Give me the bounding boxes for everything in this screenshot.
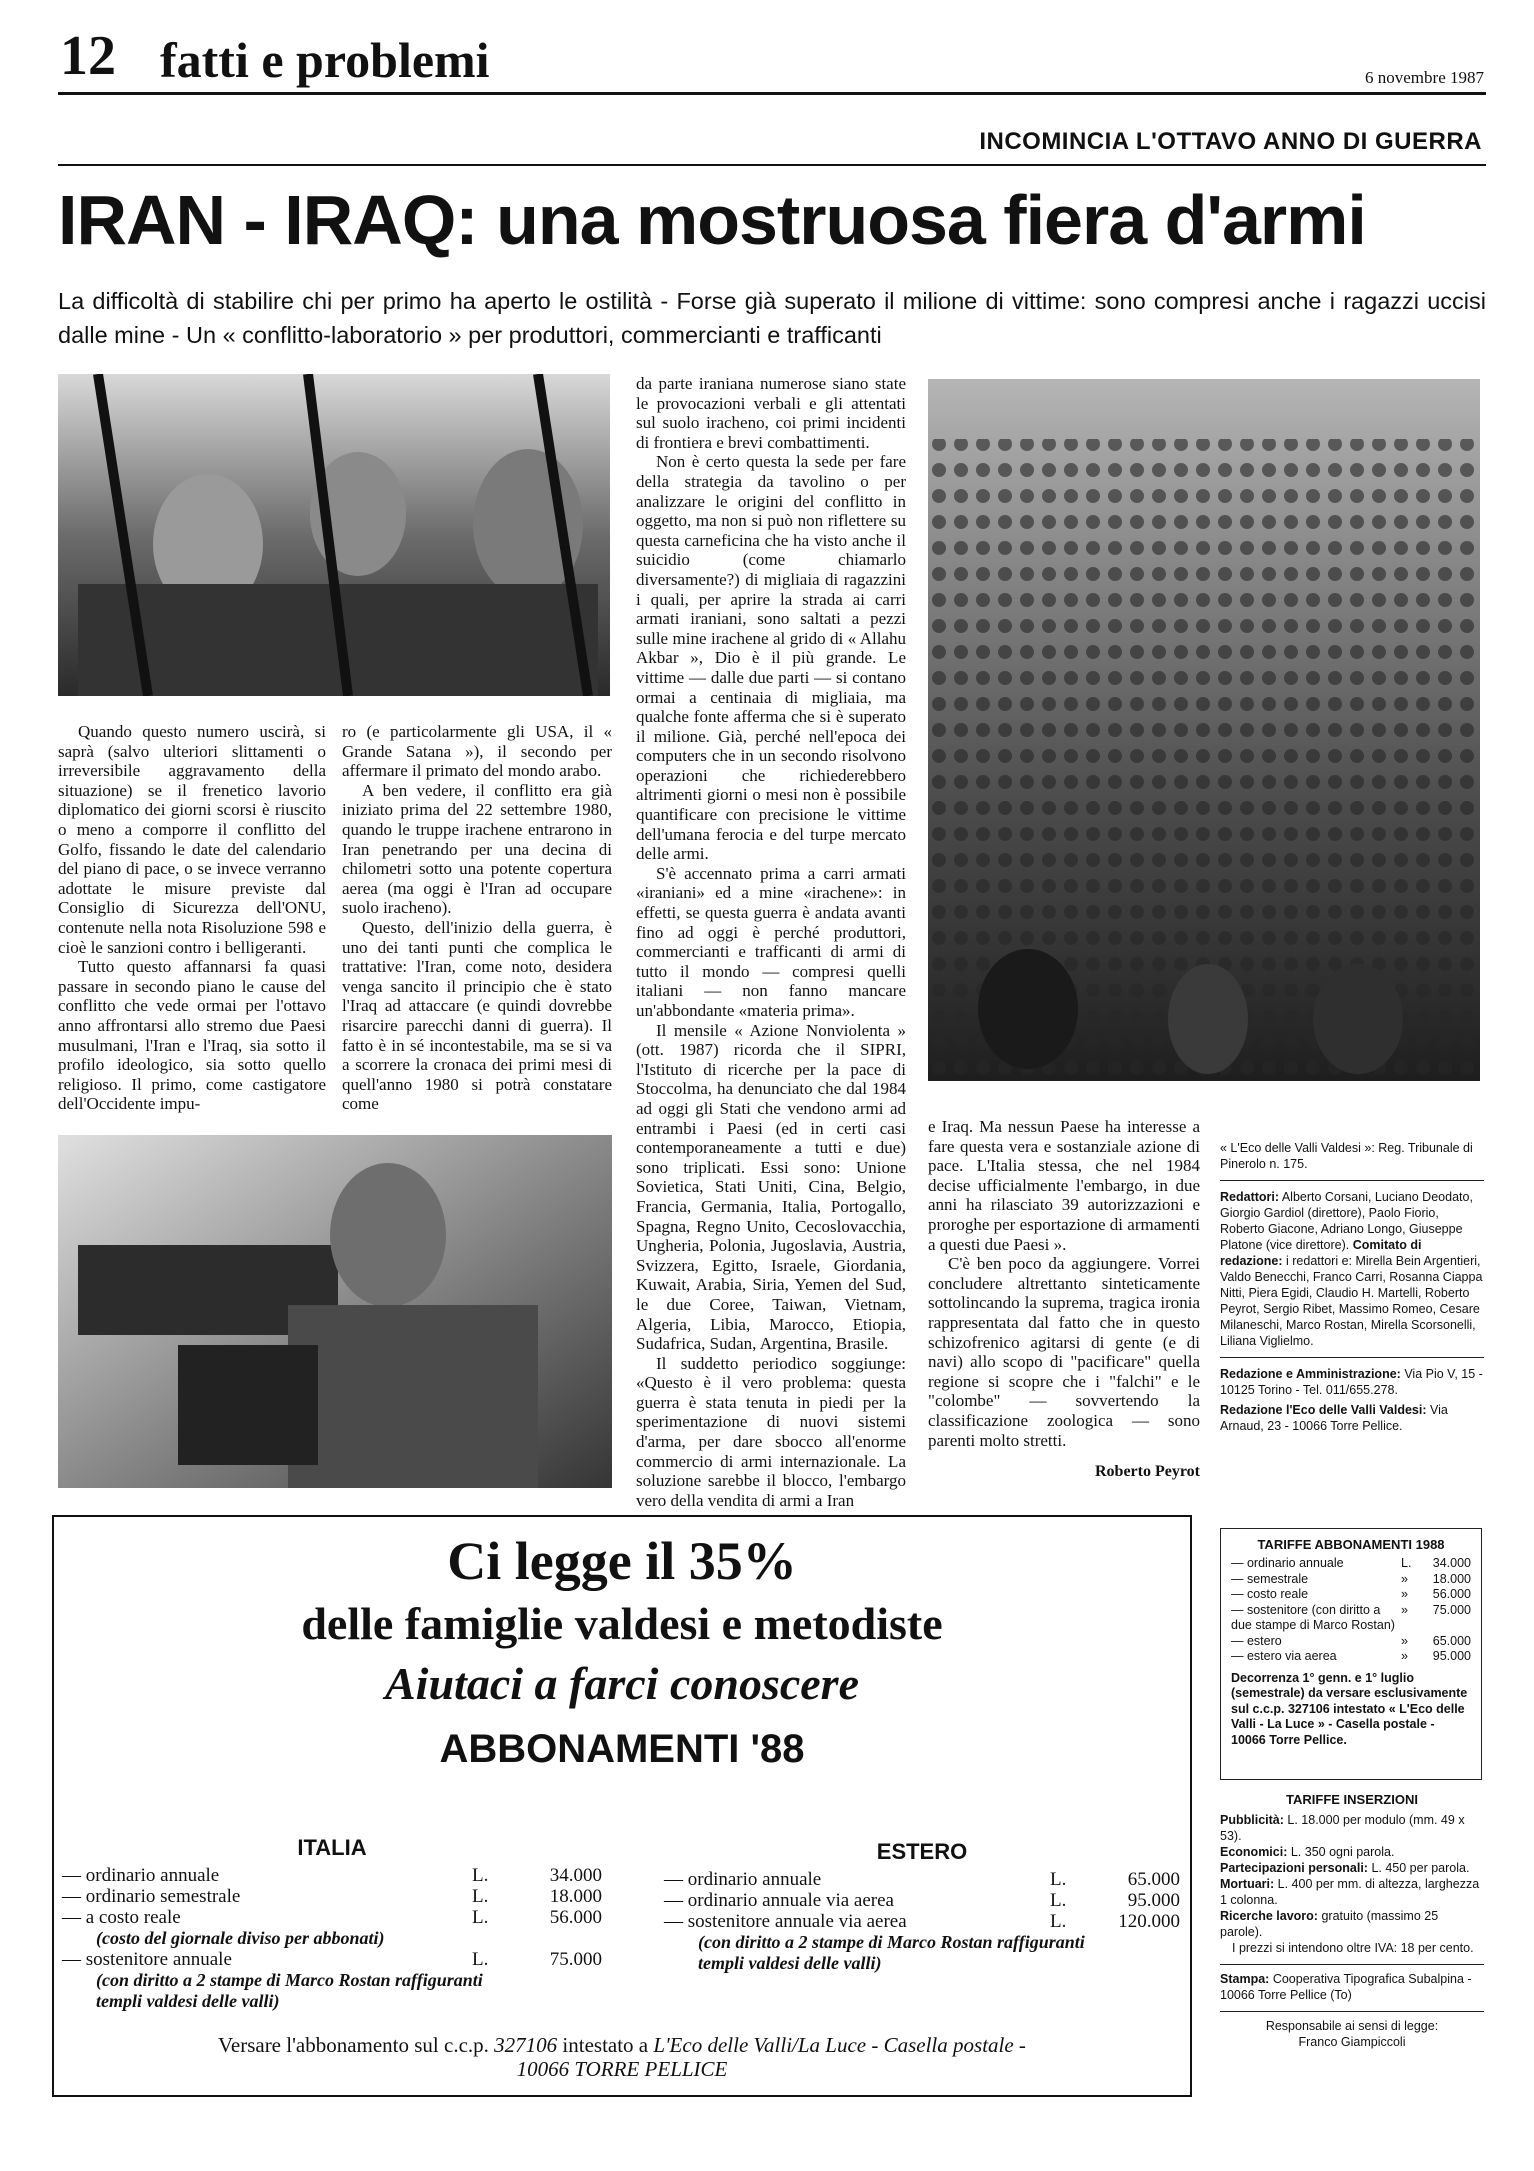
promo-footer-a: Versare l'abbonamento sul c.c.p. (218, 2033, 489, 2057)
article-paragraph: Tutto questo affannarsi fa quasi passare in secondo piano le cause del conflitto che vede ormai per l'ottavo anno affrontarsi allo stremo due Paesi musulmani, l'Iran e l'Iraq, sia sotto il profilo ideologico, sia sotto quello religioso. Il primo, come castigatore dell'Occidente impu- (58, 957, 326, 1114)
estero-title: ESTERO (876, 1839, 968, 1864)
article-paragraph: ro (e particolarmente gli USA, il « Grande Satana »), il secondo per affermare il primato del mondo arabo. (342, 722, 612, 781)
rate-label: — ordinario annuale (62, 1865, 220, 1886)
tariff-currency: » (1401, 1602, 1408, 1617)
ad-rate-text: L. 350 ogni parola. (1290, 1845, 1395, 1859)
promo-footer-c: L'Eco delle Valli/La Luce - Casella postale - (653, 2033, 1026, 2057)
italia-rate-row (62, 1949, 602, 1970)
rate-value: 75.000 (549, 1949, 602, 1970)
rate-row (664, 1890, 1180, 1911)
section-title: fatti e problemi (160, 32, 490, 88)
estero-note: (con diritto a 2 stampe di Marco Rostan raffiguranti templi valdesi delle valli) (698, 1932, 1085, 1973)
estero-rows (664, 1869, 1180, 1932)
rate-currency: L. (472, 1886, 489, 1907)
registration-note: « L'Eco delle Valli Valdesi »: Reg. Tribunale di Pinerolo n. 175. (1220, 1140, 1484, 1181)
kicker-rule (58, 164, 1486, 166)
tariff-label: — ordinario annuale (1231, 1556, 1344, 1570)
rate-currency: L. (1050, 1869, 1067, 1890)
article-column-1 (58, 722, 326, 1114)
article-paragraph: Questo, dell'inizio della guerra, è uno dei tanti punti che complica le trattative: l'Iran, come noto, desidera venga sancito il principio che è stato l'Iraq ad attaccare (e quindi dovrebbe risarcire parecchi danni di guerra). Il fatto è in sé incontestabile, ma se si va a scorrere la cronaca dei primi mesi di quell'anno 1980 si potrà constatare come (342, 917, 612, 1114)
article-paragraph: Il suddetto periodico soggiunge: «Questo è il vero problema: questa guerra è stata tenuta in piedi per la sperimentazione di nuovi sistemi d'arma, per dare sbocco all'enorme commercio di armi internazionale. La soluzione sarebbe il blocco, l'embargo vero della vendita di armi a Iran (636, 1353, 906, 1510)
rate-value: 34.000 (549, 1865, 602, 1886)
promo-line-1: Ci legge il 35% (447, 1531, 797, 1591)
article-paragraph: e Iraq. Ma nessun Paese ha interesse a fare questa vera e sostanziale azione di pace. L'Italia stessa, che nel 1984 decise ufficialmente l'embargo, in due anni ha rilasciato 39 autorizzazioni e proroghe per esportazione di armamenti a questi due Paesi ». (928, 1117, 1200, 1254)
ad-rate-text: L. 450 per parola. (1371, 1861, 1470, 1875)
subscription-tariffs-box (1220, 1528, 1482, 1780)
rate-currency: L. (472, 1907, 489, 1928)
ad-rate-label: Economici: (1220, 1845, 1288, 1859)
tariff-label: — sostenitore (con diritto a due stampe di Marco Rostan) (1231, 1602, 1395, 1632)
staff-label: Redattori: (1220, 1190, 1280, 1204)
rate-currency: L. (1050, 1911, 1067, 1932)
rate-row (664, 1869, 1180, 1890)
crowd-photo (928, 379, 1480, 1081)
rate-label: — a costo reale (62, 1907, 181, 1928)
promo-line-3: Aiutaci a farci conoscere (385, 1658, 859, 1709)
rate-label: — ordinario annuale via aerea (664, 1890, 894, 1911)
promo-footer-b: intestato a (562, 2033, 649, 2057)
ad-rows (1220, 1812, 1484, 1940)
tariff-label: — semestrale (1231, 1571, 1309, 1586)
ad-rate-label: Ricerche lavoro: (1220, 1909, 1318, 1923)
ad-rate-label: Partecipazioni personali: (1220, 1861, 1368, 1875)
rate-currency: L. (1050, 1890, 1067, 1911)
responsible-info (1220, 2011, 1484, 2050)
tariff-currency: L. (1401, 1556, 1412, 1570)
italia-rates (62, 1835, 602, 2012)
committee-names: i redattori e: Mirella Bein Argentieri, Valdo Benecchi, Franco Carri, Rosanna Ciappa Nitti, Piera Egidi, Claudio H. Martelli, Roberto Peyrot, Sergio Ribet, Massimo Romeo, Cesare Milaneschi, Marco Rostan, Mirella Scorsonelli, Liliana Viglielmo. (1220, 1254, 1483, 1348)
subheadline: La difficoltà di stabilire chi per primo ha aperto le ostilità - Forse già superato il milione di vittime: sono compresi anche i ragazzi uccisi dalle mine - Un « conflitto-laboratorio » per produttori, commercianti e trafficanti (58, 288, 1486, 348)
page-header (60, 20, 1484, 100)
promo-footer (54, 2033, 1190, 2081)
staff-names: Alberto Corsani, Luciano Deodato, Giorgio Gardiol (direttore), Paolo Fiorio, Roberto Giacone, Adriano Longo, Giuseppe Platone (vice direttore). (1220, 1190, 1473, 1252)
rate-value: 65.000 (1127, 1869, 1180, 1890)
tariff-value: 65.000 (1432, 1633, 1471, 1648)
admin-text: Via Pio V, 15 - 10125 Torino - Tel. 011/655.278. (1220, 1367, 1483, 1397)
rate-label: — ordinario semestrale (62, 1886, 241, 1907)
editorial-label: Redazione l'Eco delle Valli Valdesi: (1220, 1403, 1427, 1417)
admin-address (1220, 1357, 1484, 1398)
soldier-with-launcher-photo (58, 1135, 612, 1488)
rate-label: — sostenitore annuale (62, 1949, 232, 1970)
italia-title: ITALIA (297, 1835, 367, 1860)
promo-line-4: ABBONAMENTI '88 (439, 1727, 805, 1771)
rate-value: 18.000 (549, 1886, 602, 1907)
italia-note-2: (con diritto a 2 stampe di Marco Rostan raffiguranti templi valdesi delle valli) (96, 1970, 483, 2011)
tariff-row (1231, 1603, 1471, 1634)
ad-rates-title: TARIFFE INSERZIONI (1286, 1792, 1418, 1807)
tariff-currency: » (1401, 1587, 1408, 1601)
rate-currency: L. (472, 1865, 489, 1886)
tariff-rows (1231, 1556, 1471, 1665)
tariff-value: 95.000 (1432, 1649, 1471, 1663)
tariff-value: 75.000 (1432, 1602, 1471, 1617)
tariff-currency: » (1401, 1571, 1408, 1586)
editorial-text: Via Arnaud, 23 - 10066 Torre Pellice. (1220, 1403, 1448, 1433)
rate-value: 95.000 (1127, 1890, 1180, 1911)
ad-rate-label: Mortuari: (1220, 1877, 1275, 1891)
tariff-row (1231, 1556, 1471, 1572)
soldiers-photo-graphic (58, 374, 610, 696)
tariff-row (1231, 1649, 1471, 1665)
ad-rate-item (1220, 1876, 1484, 1908)
promo-line-2: delle famiglie valdesi e metodiste (301, 1598, 943, 1649)
promo-footer-ccp: 327106 (494, 2033, 558, 2057)
rate-row (62, 1907, 602, 1928)
rate-value: 120.000 (1118, 1911, 1180, 1932)
italia-rows (62, 1865, 602, 1928)
ad-rates (1220, 1792, 1484, 2050)
article-author: Roberto Peyrot (1095, 1463, 1200, 1481)
rate-row (62, 1865, 602, 1886)
ad-rate-item (1220, 1908, 1484, 1940)
ad-rate-text: L. 400 per mm. di altezza, larghezza 1 colonna. (1220, 1877, 1480, 1907)
tariff-currency: » (1401, 1649, 1408, 1663)
ad-rate-item (1220, 1860, 1484, 1876)
ad-rate-text: gratuito (massimo 25 parole). (1220, 1909, 1439, 1939)
article-paragraph: A ben vedere, il conflitto era già iniziato prima del 22 settembre 1980, quando le truppe irachene entrarono in Iran penetrando per una decina di chilometri sotto una potente copertura aerea (ma oggi è l'Iran ad occupare suolo iracheno). (342, 780, 612, 918)
article-paragraph: S'è accennato prima a carri armati «iraniani» ed a mine «irachene»: in effetti, se questa guerra è andata avanti fino ad oggi è perché produttori, commercianti e trafficanti di armi di tutto il mondo — compresi quelli italiani — non fanno mancare un'abbondante «materia prima». (636, 863, 906, 1020)
tariff-row (1231, 1572, 1471, 1588)
printer-info (1220, 1964, 1484, 2003)
soldiers-photo (58, 374, 610, 696)
article-paragraph: C'è ben poco da aggiungere. Vorrei concludere altrettanto sinteticamente sottolincando la suprema, tragica ironia rappresentata dal fatto che in questo schizofrenico agitarsi di gente (e di navi) allo scopo di "pacificare" quella regione si scopre che i "falchi" e le "colombe" — sovvertendo la classificazione zoologica — sono parenti molto stretti. (928, 1254, 1200, 1450)
promo-box (52, 1515, 1192, 2097)
article-paragraph: Non è certo questa la sede per fare della strategia da tavolino o per analizzare le origini del conflitto in oggetto, ma non si può non riflettere su questa carneficina che ha visto anche il suicidio (come chiamarlo diversamente?) di migliaia di ragazzini i quali, per aprire la strada ai carri armati iraniani, sono saltati a pezzi sulle mine irachene al grido di « Allahu Akbar », Dio è il più grande. Le vittime — dalle due parti — si contano ormai a centinaia di migliaia, ma qualche fonte afferma che si è superato il milione. Già, perché nell'epoca dei computers che in un secondo risolvono operazioni che richiederebbero altrimenti giorni o mesi non è possibile quantificare con precisione le vittime dell'umana ferocia e del turpe mercato delle armi. (636, 452, 906, 864)
responsible-label: Responsabile ai sensi di legge: (1265, 2019, 1439, 2033)
article-paragraph: da parte iraniana numerose siano state le provocazioni verbali e gli attentati sul suolo iracheno, coi primi incidenti di frontiera e brevi combattimenti. (636, 374, 906, 452)
staff-list (1220, 1189, 1484, 1349)
tariff-currency: » (1401, 1633, 1408, 1648)
tariff-label: — costo reale (1231, 1587, 1309, 1601)
promo-footer-d: 10066 TORRE PELLICE (516, 2057, 728, 2081)
tariff-label: — estero (1231, 1633, 1282, 1648)
rate-row (62, 1886, 602, 1907)
tariffs-note: Decorrenza 1° genn. e 1° luglio (semestrale) da versare esclusivamente sul c.c.p. 327106 intestato « L'Eco delle Valli - La Luce » - Casella postale - 10066 Torre Pellice. (1231, 1670, 1468, 1747)
rate-currency: L. (472, 1949, 489, 1970)
soldier-with-launcher-graphic (58, 1135, 612, 1488)
article-column-3 (636, 374, 906, 1510)
ad-rate-item (1220, 1812, 1484, 1844)
tariff-value: 34.000 (1432, 1556, 1471, 1570)
rate-label: — ordinario annuale (664, 1869, 822, 1890)
responsible-name: Franco Giampiccoli (1298, 2035, 1406, 2049)
editorial-address (1220, 1402, 1484, 1434)
header-rule (58, 92, 1486, 95)
rate-label: — sostenitore annuale via aerea (664, 1911, 907, 1932)
printer-label: Stampa: (1220, 1972, 1270, 1986)
tariff-value: 18.000 (1432, 1571, 1471, 1586)
page-number: 12 (60, 25, 116, 87)
ad-rate-label: Pubblicità: (1220, 1813, 1284, 1827)
ad-rate-text: L. 18.000 per modulo (mm. 49 x 53). (1220, 1813, 1465, 1843)
committee-label: Comitato di redazione: (1220, 1238, 1422, 1268)
kicker: INCOMINCIA L'OTTAVO ANNO DI GUERRA (979, 128, 1482, 155)
italia-note-1: (costo del giornale diviso per abbonati) (96, 1928, 385, 1948)
article-paragraph: Quando questo numero uscirà, si saprà (salvo ulteriori slittamenti o irreversibile aggravamento della situazione) se il frenetico lavorio diplomatico dei giorni scorsi è riuscito o meno a comporre il conflitto del Golfo, fissando le date del calendario del piano di pace, o se invece verranno adottate le misure previste dal Consiglio di Sicurezza dell'ONU, contenute nella nota Risoluzione 598 e cioè le sanzioni contro i belligeranti. (58, 722, 326, 957)
ad-rate-item (1220, 1844, 1484, 1860)
headline: IRAN - IRAQ: una mostruosa fiera d'armi (58, 181, 1366, 259)
rate-value: 56.000 (549, 1907, 602, 1928)
vat-note: I prezzi si intendono oltre IVA: 18 per cento. (1232, 1941, 1474, 1955)
admin-label: Redazione e Amministrazione: (1220, 1367, 1401, 1381)
printer-text: Cooperativa Tipografica Subalpina - 10066 Torre Pellice (To) (1220, 1972, 1472, 2002)
issue-date: 6 novembre 1987 (1365, 68, 1484, 87)
tariffs-title: TARIFFE ABBONAMENTI 1988 (1257, 1537, 1445, 1552)
crowd-photo-graphic (928, 379, 1480, 1081)
tariff-label: — estero via aerea (1231, 1649, 1337, 1663)
masthead (1220, 1140, 1484, 1434)
rate-row (664, 1911, 1180, 1932)
tariff-row (1231, 1587, 1471, 1603)
article-column-4 (928, 1117, 1200, 1482)
article-column-2 (342, 722, 612, 1114)
estero-rates (664, 1839, 1180, 1974)
tariff-value: 56.000 (1432, 1587, 1471, 1601)
article-paragraph: Il mensile « Azione Nonviolenta » (ott. 1987) ricorda che il SIPRI, l'Istituto di ricerche per la pace di Stoccolma, ha denunciato che dal 1984 ad oggi gli Stati che vendono armi ad entrambi i Paesi (ed in certi casi contemporaneamente a tutti e due) sono triplicati. Essi sono: Unione Sovietica, Stati Uniti, Cina, Belgio, Francia, Germania, Italia, Portogallo, Spagna, Regno Unito, Cecoslovacchia, Ungheria, Polonia, Jugoslavia, Austria, Svizzera, Egitto, Israele, Giordania, Kuwait, Arabia, Siria, Yemen del Sud, le due Coree, Taiwan, Vietnam, Algeria, Libia, Marocco, Etiopia, Sudafrica, Sudan, Argentina, Brasile. (636, 1020, 906, 1354)
tariff-row (1231, 1634, 1471, 1650)
